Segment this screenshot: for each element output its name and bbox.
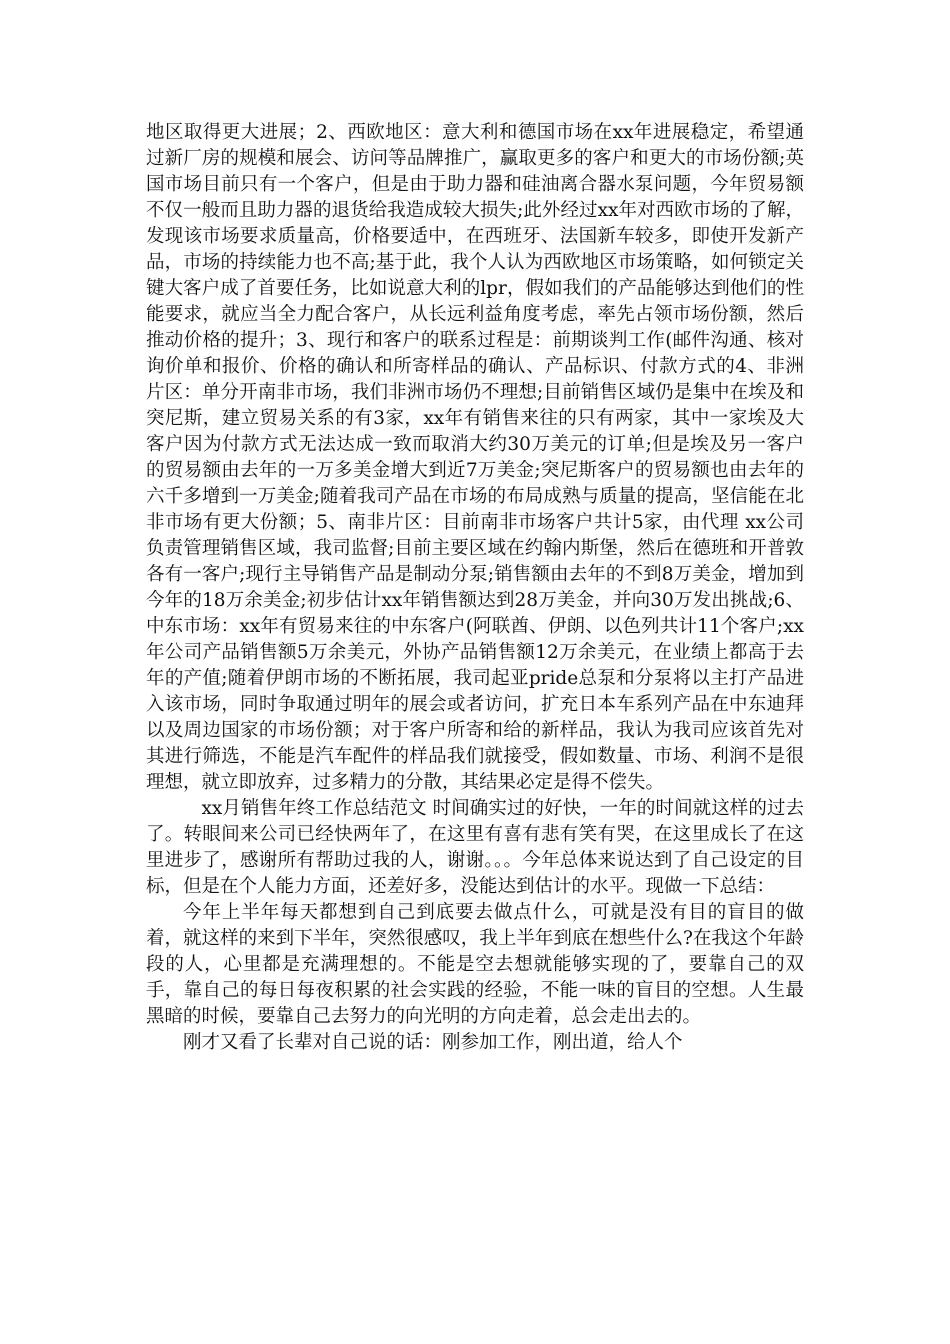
document-page bbox=[146, 120, 804, 1056]
paragraph-elders-advice: 刚才又看了长辈对自己说的话：刚参加工作，刚出道，给人个 bbox=[183, 1032, 683, 1053]
paragraph-year-end-summary-intro: xx月销售年终工作总结范文 时间确实过的好快，一年的时间就这样的过去了。转眼间来公司已经快两年了，在这里有喜有悲有笑有哭，在这里成长了在这里进步了，感谢所有帮助过我的人，谢谢。。。今年总体来说达到了自己设定的目标，但是在个人能力方面，还差好多，没能达到估计的水平。现做一下总结： bbox=[146, 798, 804, 897]
paragraph-market-review: 地区取得更大进展；2、西欧地区：意大利和德国市场在xx年进展稳定，希望通过新厂房的规模和展会、访问等品牌推广，赢取更多的客户和更大的市场份额;英国市场目前只有一个客户，但是由于助力器和硅油离合器水泵问题，今年贸易额不仅一般而且助力器的退货给我造成较大损失;此外经过xx年对西欧市场的了解，发现该市场要求质量高，价格要适中，在西班牙、法国新车较多，即使开发新产品，市场的持续能力也不高;基于此，我个人认为西欧地区市场策略，如何锁定关键大客户成了首要任务，比如说意大利的lpr，假如我们的产品能够达到他们的性能要求，就应当全力配合客户，从长远利益角度考虑，率先占领市场份额，然后推动价格的提升；3、现行和客户的联系过程是：前期谈判工作(邮件沟通、核对询价单和报价、价格的确认和所寄样品的确认、产品标识、付款方式的4、非洲片区：单分开南非市场，我们非洲市场仍不理想;目前销售区域仍是集中在埃及和突尼斯，建立贸易关系的有3家，xx年有销售来往的只有两家，其中一家埃及大客户因为付款方式无法达成一致而取消大约30万美元的订单;但是埃及另一客户的贸易额由去年的一万多美金增大到近7万美金;突尼斯客户的贸易额也由去年的六千多增到一万美金;随着我司产品在市场的布局成熟与质量的提高，坚信能在北非市场有更大份额；5、南非片区：目前南非市场客户共计5家，由代理 xx公司负责管理销售区域，我司监督;目前主要区域在约翰内斯堡，然后在德班和开普敦各有一客户;现行主导销售产品是制动分泵;销售额由去年的不到8万美金，增加到今年的18万余美金;初步估计xx年销售额达到28万美金，并向30万发出挑战;6、中东市场：xx年有贸易来往的中东客户(阿联酋、伊朗、以色列共计11个客户;xx年公司产品销售额5万余美元，外协产品销售额12万余美元，在业绩上都高于去年的产值;随着伊朗市场的不断拓展，我司起亚pride总泵和分泵将以主打产品进入该市场，同时争取通过明年的展会或者访问，扩充日本车系列产品在中东迪拜以及周边国家的市场份额；对于客户所寄和给的新样品，我认为我司应该首先对其进行筛选，不能是汽车配件的样品我们就接受，假如数量、市场、利润不是很理想，就立即放弃，过多精力的分散，其结果必定是得不偿失。 bbox=[146, 122, 804, 793]
paragraph-first-half-reflection: 今年上半年每天都想到自己到底要去做点什么，可就是没有目的盲目的做着，就这样的来到下半年，突然很感叹，我上半年到底在想些什么?在我这个年龄段的人，心里都是充满理想的。不能是空去想就能够实现的了，要靠自己的双手，靠自己的每日每夜积累的社会实践的经验，不能一味的盲目的空想。人生最黑暗的时候，要靠自己去努力的向光明的方向走着，总会走出去的。 bbox=[146, 902, 804, 1027]
